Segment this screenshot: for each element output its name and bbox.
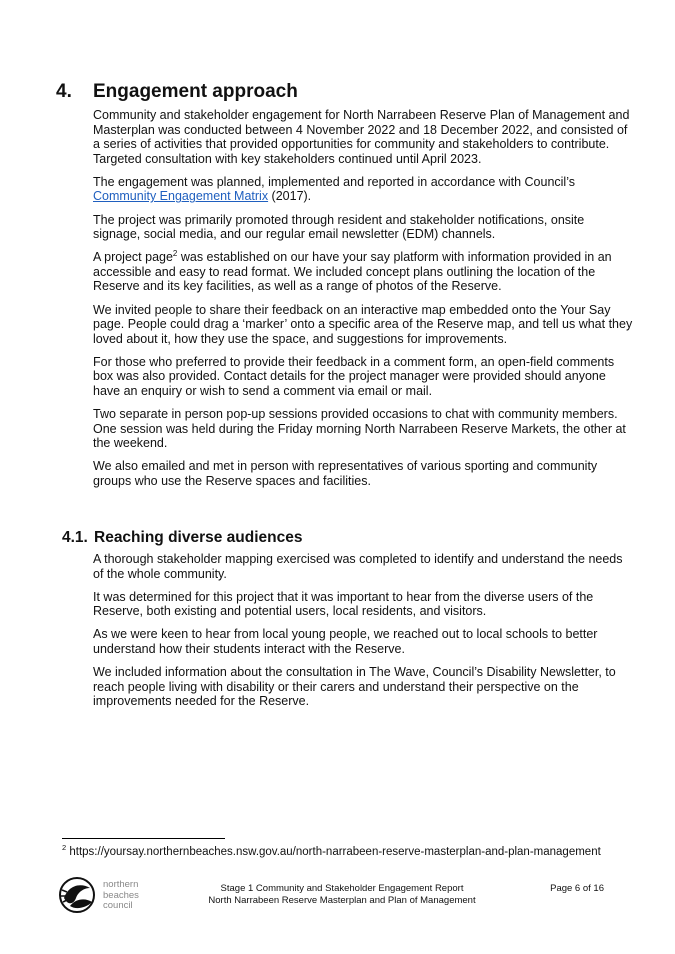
footnote-reference[interactable]: 2 <box>172 249 178 259</box>
section-title: Engagement approach <box>93 81 298 102</box>
footnote-divider <box>62 838 225 839</box>
subsection-body <box>93 552 633 717</box>
subsection-title: Reaching diverse audiences <box>94 529 303 546</box>
paragraph-stakeholder-mapping: A thorough stakeholder mapping exercised was completed to identify and understand the needs of the whole community. <box>93 552 623 581</box>
page-number: Page 6 of 16 <box>550 883 604 894</box>
subsection-number: 4.1. <box>62 529 88 546</box>
paragraph-project-page: A project page$^2$ was established on our have your say platform with information provided in an accessible and easy to read format. We included concept plans outlining the location of the Reserve and its key facilities, as well as a range of photos of the Reserve. <box>93 249 612 294</box>
paragraph-comment-form: For those who preferred to provide their feedback in a comment form, an open-field comments box was also provided. Contact details for the project manager were provided should anyone have an enquiry or wish to send a comment via email or mail. <box>93 354 615 398</box>
section-body <box>93 108 633 497</box>
paragraph-promotion: The project was primarily promoted through resident and stakeholder notifications, onsite signage, social media, and our regular email newsletter (EDM) channels. <box>93 212 585 242</box>
footer-report-title: Stage 1 Community and Stakeholder Engagement Report <box>220 883 464 894</box>
section-heading <box>56 80 298 104</box>
paragraph-dates: Community and stakeholder engagement for North Narrabeen Reserve Plan of Management and Masterplan was conducted between 4 November 2022 and 18 December 2022, and consisted of a series of activities that provided opportunities for community and stakeholders to contribute. Targeted consultation with key stakeholders continued until April 2023. <box>93 108 630 166</box>
community-engagement-matrix-link[interactable]: Community Engagement Matrix <box>93 189 269 204</box>
council-logo-wordmark: northern beaches council <box>103 879 139 911</box>
footnote <box>62 845 601 859</box>
section-number: 4. <box>56 81 72 102</box>
paragraph-matrix: The engagement was planned, implemented and reported in accordance with Council’s Community Engagement Matrix (2017). <box>93 174 576 204</box>
paragraph-interactive-map: We invited people to share their feedback on an interactive map embedded onto the Your Say page. People could drag a ‘marker’ onto a specific area of the Reserve map, and tell us what they loved about it, how they use the space, and suggestions for improvements. <box>93 302 633 346</box>
northern-beaches-council-logo-icon <box>58 876 98 914</box>
paragraph-sporting-groups: We also emailed and met in person with representatives of various sporting and community groups who use the Reserve spaces and facilities. <box>93 459 598 488</box>
paragraph-young-people: As we were keen to hear from local young people, we reached out to local schools to better understand how their students interact with the Reserve. <box>93 627 598 656</box>
footnote-url[interactable]: https://yoursay.northernbeaches.nsw.gov.au/north-narrabeen-reserve-masterplan-and-plan-management <box>66 846 601 858</box>
subsection-heading <box>62 528 302 548</box>
footer-document-title <box>200 883 484 906</box>
paragraph-diverse-users: It was determined for this project that it was important to hear from the diverse users of the Reserve, both existing and potential users, local residents, and visitors. <box>93 589 594 619</box>
paragraph-pop-up-sessions: Two separate in person pop-up sessions provided occasions to chat with community members. One session was held during the Friday morning North Narrabeen Reserve Markets, the other at the weekend. <box>93 407 626 451</box>
footer-project-title: North Narrabeen Reserve Masterplan and Plan of Management <box>208 894 476 906</box>
footnote-marker: 2 <box>62 843 67 853</box>
paragraph-disability-newsletter: We included information about the consultation in The Wave, Council’s Disability Newsletter, to reach people living with disability or their carers and understand their perspective on the improvements needed for the Reserve. <box>93 665 616 709</box>
